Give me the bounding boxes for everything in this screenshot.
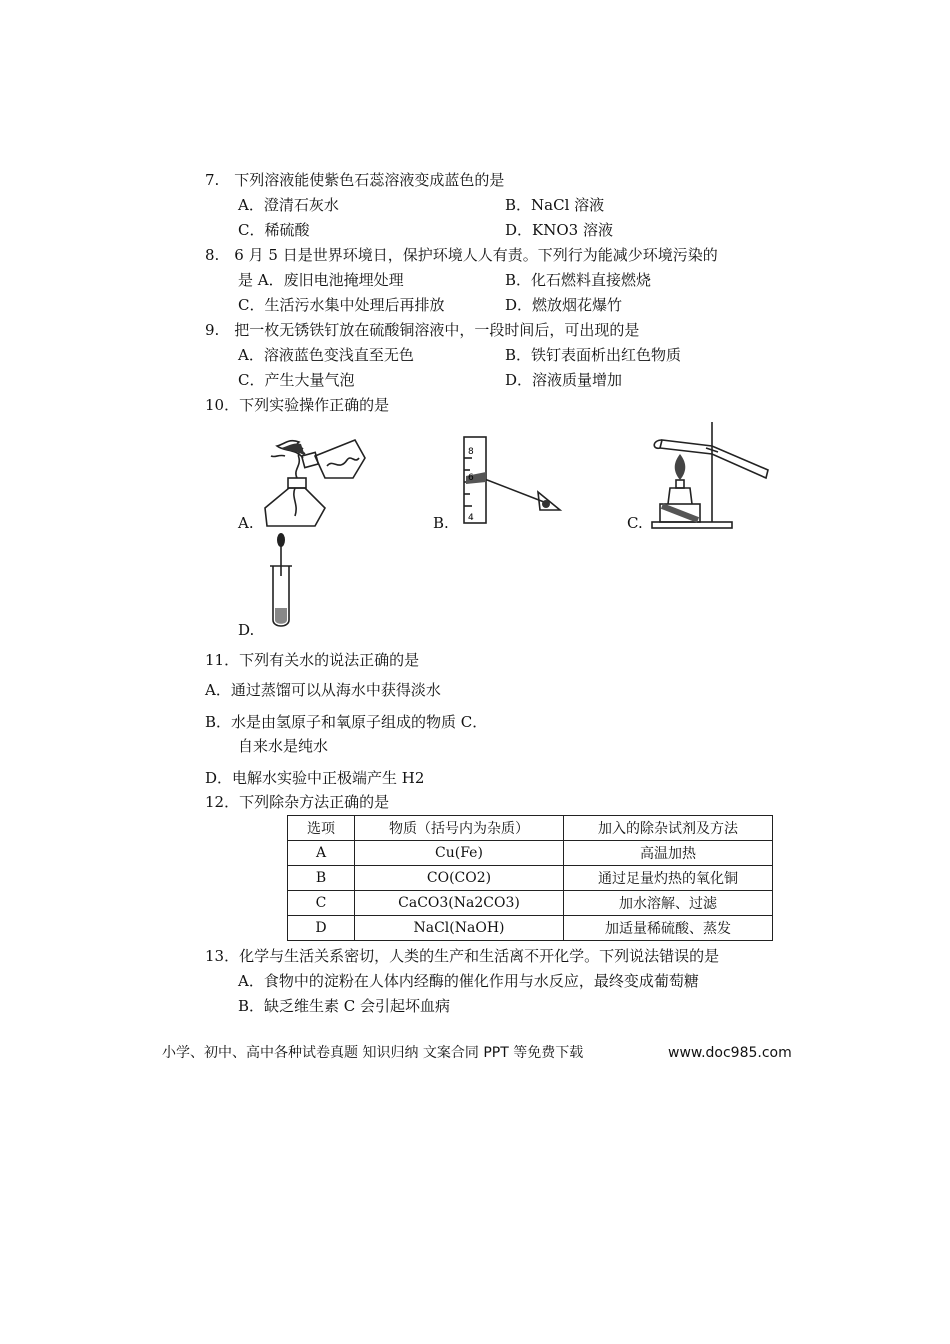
q9-stem: 9. 把一枚无锈铁钉放在硫酸铜溶液中，一段时间后，可出现的是 [205, 321, 640, 339]
figure-b-scale-bottom: 4 [468, 513, 474, 523]
q10-option-b: B. [433, 514, 449, 532]
q7-stem: 7. 下列溶液能使紫色石蕊溶液变成蓝色的是 [205, 171, 505, 189]
q10-stem: 10．下列实验操作正确的是 [205, 396, 390, 414]
q9-option-c: C．产生大量气泡 [238, 371, 355, 389]
table-cell: A [288, 841, 355, 866]
q9-option-b: B．铁钉表面析出红色物质 [505, 346, 682, 364]
q8-option-c: C．生活污水集中处理后再排放 [238, 296, 445, 314]
table-row [288, 916, 773, 941]
table-header-cell: 选项 [288, 816, 355, 841]
table-cell: 加适量稀硫酸、蒸发 [564, 916, 773, 941]
q11-option-b: B．水是由氢原子和氧原子组成的物质 C． [205, 713, 488, 731]
table-cell: 通过足量灼热的氧化铜 [564, 866, 773, 891]
q8-option-d: D．燃放烟花爆竹 [505, 296, 623, 314]
q10-option-a: A. [238, 514, 254, 532]
q11-stem: 11．下列有关水的说法正确的是 [205, 651, 420, 669]
table-header-row [288, 816, 773, 841]
q13-option-a: A．食物中的淀粉在人体内经酶的催化作用与水反应，最终变成葡萄糖 [238, 972, 699, 990]
footer-link[interactable]: www.doc985.com [668, 1045, 792, 1061]
q13-option-b: B．缺乏维生素 C 会引起坏血病 [238, 997, 451, 1015]
table-row [288, 841, 773, 866]
q9-option-a: A．溶液蓝色变浅直至无色 [238, 346, 414, 364]
q9-option-d: D．溶液质量增加 [505, 371, 623, 389]
table-header-cell: 加入的除杂试剂及方法 [564, 816, 773, 841]
table-row [288, 891, 773, 916]
q10-option-d: D. [238, 621, 255, 639]
table-cell: Cu(Fe) [355, 841, 564, 866]
q11-option-a: A．通过蒸馏可以从海水中获得淡水 [205, 681, 441, 699]
figure-b-scale-mid: 6 [468, 473, 474, 483]
q8-option-b: B．化石燃料直接燃烧 [505, 271, 652, 289]
figure-a-alcohol-lamps [255, 428, 370, 533]
table-header-cell: 物质（括号内为杂质） [355, 816, 564, 841]
table-cell: CaCO3(Na2CO3) [355, 891, 564, 916]
table-cell: 高温加热 [564, 841, 773, 866]
footer-text: 小学、初中、高中各种试卷真题 知识归纳 文案合同 PPT 等免费下载 [162, 1045, 584, 1061]
q11-option-c: 自来水是纯水 [238, 737, 329, 755]
q7-option-b: B．NaCl 溶液 [505, 196, 605, 214]
table-cell: D [288, 916, 355, 941]
q11-option-d: D．电解水实验中正极端产生 H2 [205, 769, 425, 787]
figure-b-measuring-cylinder [458, 432, 568, 527]
q8-stem: 8. 6 月 5 日是世界环境日，保护环境人人有责。下列行为能减少环境污染的 [205, 246, 718, 264]
q10-option-c: C. [627, 514, 643, 532]
figure-d-dropper-test-tube [266, 532, 296, 630]
table-cell: C [288, 891, 355, 916]
q7-option-d: D．KNO3 溶液 [505, 221, 613, 239]
q13-stem: 13．化学与生活关系密切，人类的生产和生活离不开化学。下列说法错误的是 [205, 947, 720, 965]
table-cell: CO(CO2) [355, 866, 564, 891]
table-cell: B [288, 866, 355, 891]
q12-table [287, 815, 773, 941]
table-cell: 加水溶解、过滤 [564, 891, 773, 916]
table-row [288, 866, 773, 891]
figure-b-scale-top: 8 [468, 447, 474, 457]
table-cell: NaCl(NaOH) [355, 916, 564, 941]
q8-option-a: 是 A．废旧电池掩埋处理 [238, 271, 404, 289]
q12-stem: 12．下列除杂方法正确的是 [205, 793, 390, 811]
figure-c-heating-test-tube [648, 418, 773, 530]
q7-option-a: A．澄清石灰水 [238, 196, 339, 214]
q7-option-c: C．稀硫酸 [238, 221, 310, 239]
